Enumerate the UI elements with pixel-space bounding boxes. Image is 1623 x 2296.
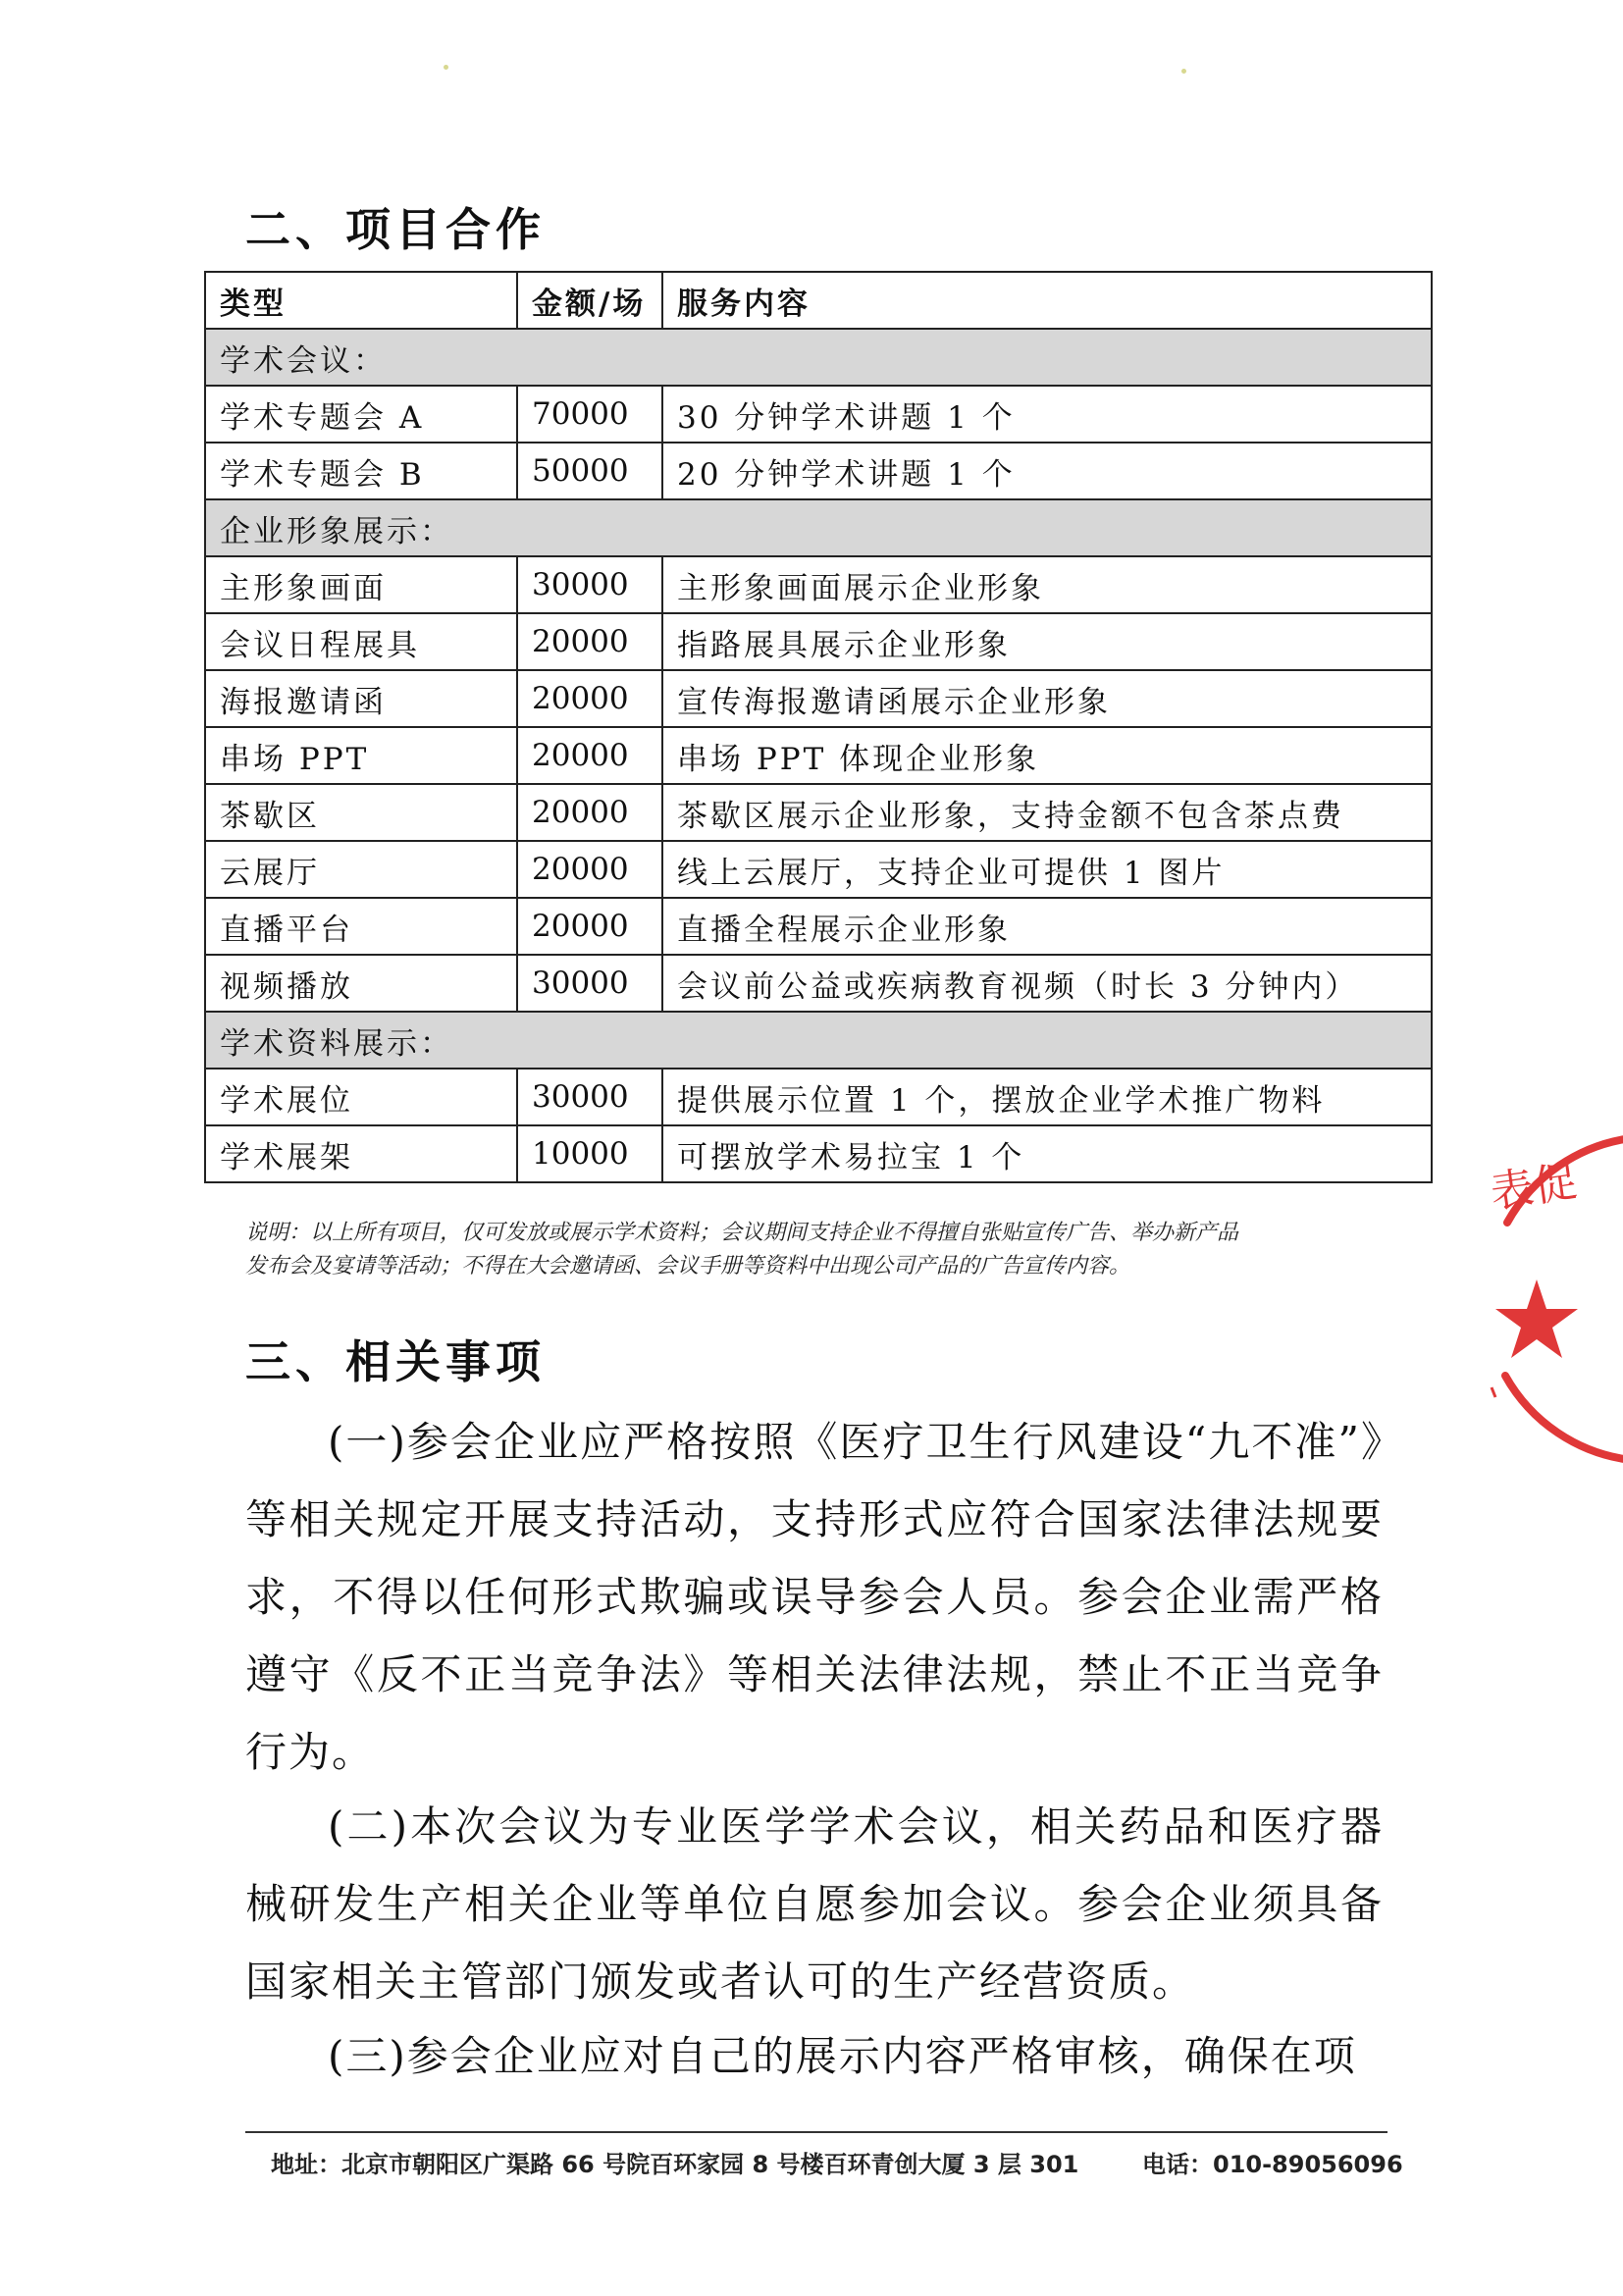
- section-heading-cooperation: 二、项目合作: [245, 203, 546, 256]
- table-row: [205, 670, 1432, 727]
- table-section-row: [205, 499, 1432, 556]
- cell-type: 会议日程展具: [205, 613, 517, 670]
- table-row: [205, 443, 1432, 499]
- paragraph-2: [245, 1788, 1384, 2020]
- table-row: [205, 784, 1432, 841]
- section-label-corporate-image: 企业形象展示：: [205, 499, 1432, 556]
- seal-ring: [1505, 1376, 1623, 1460]
- table-header-row: [205, 272, 1432, 329]
- scan-speck: [444, 65, 448, 70]
- table-row: [205, 1069, 1432, 1125]
- cell-amount: 50000: [517, 443, 662, 499]
- section-heading-related-matters: 三、相关事项: [245, 1335, 546, 1388]
- cell-amount: 30000: [517, 1069, 662, 1125]
- table-row: [205, 613, 1432, 670]
- cell-type: 海报邀请函: [205, 670, 517, 727]
- cell-type: 茶歇区: [205, 784, 517, 841]
- cell-service: 主形象画面展示企业形象: [662, 556, 1432, 613]
- note-line: 发布会及宴请等活动；不得在大会邀请函、会议手册等资料中出现公司产品的广告宣传内容。: [245, 1254, 1131, 1278]
- table-row: [205, 898, 1432, 955]
- cell-amount: 20000: [517, 670, 662, 727]
- cell-amount: 10000: [517, 1125, 662, 1182]
- footer-address: 地址：北京市朝阳区广渠路 66 号院百环家园 8 号楼百环青创大厦 3 层 301: [271, 2151, 1079, 2178]
- paragraph-3: [245, 2017, 1384, 2095]
- seal-mark: [1492, 1387, 1495, 1397]
- cell-service: 茶歇区展示企业形象，支持金额不包含茶点费: [662, 784, 1432, 841]
- cell-amount: 20000: [517, 613, 662, 670]
- cell-amount: 20000: [517, 841, 662, 898]
- cell-type: 学术专题会 B: [205, 443, 517, 499]
- paragraph-text: (三)参会企业应对自己的展示内容严格审核，确保在项: [328, 2032, 1357, 2080]
- cell-type: 学术展位: [205, 1069, 517, 1125]
- table-row: [205, 556, 1432, 613]
- header-service: 服务内容: [662, 272, 1432, 329]
- table-section-row: [205, 1012, 1432, 1069]
- cell-type: 直播平台: [205, 898, 517, 955]
- cell-amount: 70000: [517, 386, 662, 443]
- footer-divider: [245, 2131, 1387, 2133]
- cell-amount: 20000: [517, 898, 662, 955]
- scan-speck: [1181, 69, 1186, 74]
- cell-amount: 30000: [517, 556, 662, 613]
- header-amount: 金额/场: [517, 272, 662, 329]
- note-line: 说明：以上所有项目，仅可发放或展示学术资料；会议期间支持企业不得擅自张贴宣传广告、举办新产品: [245, 1221, 1239, 1245]
- cell-service: 线上云展厅，支持企业可提供 1 图片: [662, 841, 1432, 898]
- cell-service: 可摆放学术易拉宝 1 个: [662, 1125, 1432, 1182]
- cell-type: 云展厅: [205, 841, 517, 898]
- paragraph-text: (一)参会企业应严格按照《医疗卫生行风建设“九不准”》等相关规定开展支持活动，支持形式应符合国家法律法规要求，不得以任何形式欺骗或误导参会人员。参会企业需严格遵守《反不正当竞争法》等相关法律法规，禁止不正当竞争行为。: [245, 1418, 1384, 1776]
- official-seal: [1462, 1128, 1623, 1472]
- cell-type: 串场 PPT: [205, 727, 517, 784]
- cell-service: 30 分钟学术讲题 1 个: [662, 386, 1432, 443]
- star-icon: [1495, 1279, 1578, 1358]
- section-label-academic-materials: 学术资料展示：: [205, 1012, 1432, 1069]
- cell-amount: 20000: [517, 784, 662, 841]
- cell-service: 串场 PPT 体现企业形象: [662, 727, 1432, 784]
- cell-service: 指路展具展示企业形象: [662, 613, 1432, 670]
- table-row: [205, 1125, 1432, 1182]
- cell-type: 学术专题会 A: [205, 386, 517, 443]
- header-type: 类型: [205, 272, 517, 329]
- pricing-table: [204, 271, 1433, 1183]
- footer-phone: 电话：010-89056096: [1142, 2151, 1403, 2178]
- table-row: [205, 386, 1432, 443]
- cell-type: 主形象画面: [205, 556, 517, 613]
- cell-service: 会议前公益或疾病教育视频（时长 3 分钟内）: [662, 955, 1432, 1012]
- paragraph-text: (二)本次会议为专业医学学术会议，相关药品和医疗器械研发生产相关企业等单位自愿参加会议。参会企业须具备国家相关主管部门颁发或者认可的生产经营资质。: [245, 1802, 1384, 2006]
- cell-type: 学术展架: [205, 1125, 517, 1182]
- table-row: [205, 955, 1432, 1012]
- cell-service: 20 分钟学术讲题 1 个: [662, 443, 1432, 499]
- cell-amount: 30000: [517, 955, 662, 1012]
- table-row: [205, 841, 1432, 898]
- cell-service: 直播全程展示企业形象: [662, 898, 1432, 955]
- paragraph-1: [245, 1403, 1384, 1791]
- table-section-row: [205, 329, 1432, 386]
- cell-type: 视频播放: [205, 955, 517, 1012]
- section-label-academic-meeting: 学术会议：: [205, 329, 1432, 386]
- seal-text: 表促: [1487, 1156, 1580, 1219]
- table-note: [245, 1217, 1423, 1283]
- cell-service: 宣传海报邀请函展示企业形象: [662, 670, 1432, 727]
- table-row: [205, 727, 1432, 784]
- cell-service: 提供展示位置 1 个，摆放企业学术推广物料: [662, 1069, 1432, 1125]
- cell-amount: 20000: [517, 727, 662, 784]
